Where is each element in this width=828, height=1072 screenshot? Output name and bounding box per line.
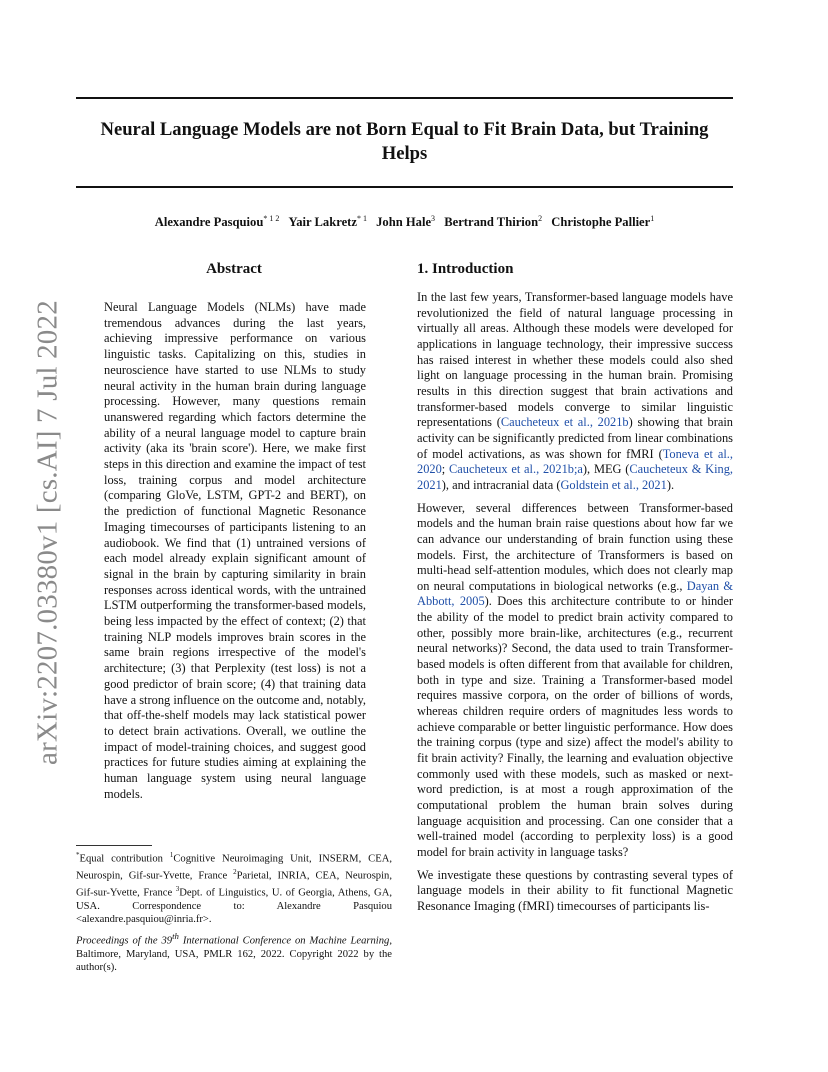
title-top-rule	[76, 97, 733, 99]
author: Bertrand Thirion$^2$	[444, 214, 543, 230]
arxiv-stamp[interactable]: arXiv:2207.03380v1 [cs.AI] 7 Jul 2022	[31, 300, 64, 765]
citation-link[interactable]: Goldstein et al., 2021	[560, 477, 667, 492]
intro-paragraph-2: However, several differences between Transformer-based models and the human brain raise questions about how far we can advance our understanding of brain function using these models. First, the architecture of Transformers is based on multi-head self-attention modules, which does not clearly map on neural computations in biological networks (e.g., Dayan & Abbott, 2005). Does this architecture contribute to or hinder the ability of the model to predict brain activity compared to other, possibly more brain-like, architectures (e.g., recurrent neural networks)? Second, the data used to train Transformer-based models is often different from that available for children, both in type and size. Training a Transformer-based model requires massive corpora, on the order of billions of words, whereas children require orders of magnitudes less words to achieve comparable or better linguistic performance. How does the training corpus (type and size) affect the model's ability to fit brain activity? Finally, the learning and evaluation objective commonly used with these models, such as masked or next-word prediction, is at most a rough approximation of the computational problem the human brain solves during language acquisition and processing. Can one consider that a well-trained model (according to perplexity loss) is a good model for brain activity in language tasks?	[417, 500, 733, 859]
author: Alexandre Pasquiou$^{* 1 2}$	[154, 214, 280, 230]
author: Christophe Pallier$^1$	[551, 214, 655, 230]
footnote-rule	[76, 845, 152, 846]
author: John Hale$^3$	[376, 214, 436, 230]
author-list	[76, 214, 733, 230]
abstract-heading: Abstract	[206, 261, 262, 277]
introduction-body	[417, 290, 733, 922]
proceedings-note: Proceedings of the 39th International Conference on Machine Learning, Baltimore, Maryland, USA, PMLR 162, 2022. Copyright 2022 by the author(s).	[76, 931, 392, 974]
introduction-heading: 1. Introduction	[417, 261, 514, 277]
abstract-body: Neural Language Models (NLMs) have made tremendous advances during the last years, achieving impressive performance on various linguistic tasks. Capitalizing on this, studies in neuroscience have started to use NLMs to study neural activity in the human brain during language processing. However, many questions remain unanswered regarding which factors determine the ability of a neural language model to capture brain activity (aka its 'brain score'). Here, we make first steps in this direction and examine the impact of test loss, training corpus and model architecture (comparing GloVe, LSTM, GPT-2 and BERT), on the prediction of functional Magnetic Resonance Imaging timecourses of participants listening to an audiobook. We find that (1) untrained versions of each model already explain significant amount of signal in the brain by capturing similarity in brain responses across identical words, with the untrained LSTM outperforming the transformer-based models, being less impacted by the effect of context; (2) that training NLP models improves brain scores in the same brain regions irrespective of the model's architecture; (3) that Perplexity (test loss) is not a good predictor of brain score; (4) that training data have a strong influence on the outcome and, notably, that off-the-shelf models may lack statistical power to detect brain activations. Overall, we outline the impact of model-training choices, and suggest good practices for future studies aiming at explaining the human language system using neural language models.	[104, 300, 366, 801]
paper-title: Neural Language Models are not Born Equal to Fit Brain Data, but Training Helps	[100, 119, 709, 164]
intro-paragraph-1: In the last few years, Transformer-based language models have revolutionized the field of natural language processing in virtually all areas. Although these models were developed for applications in language technology, their impressive success has raised interest in whether these models could also shed light on language processing in the human brain. Promising results in this direction suggest that brain activations and transformer-based models converge to similar linguistic representations (Caucheteux et al., 2021b) showing that brain activity can be significantly predicted from linear combinations of model activations, as was shown for fMRI (Toneva et al., 2020; Caucheteux et al., 2021b;a), MEG (Caucheteux & King, 2021), and intracranial data (Goldstein et al., 2021).	[417, 290, 734, 492]
author: Yair Lakretz$^{* 1}$	[288, 214, 367, 230]
affiliation-footnote: *Equal contribution $^1$Cognitive Neuroimaging Unit, INSERM, CEA, Neurospin, Gif-sur-Yvette, France $^2$Parietal, INRIA, CEA, Neurospin, Gif-sur-Yvette, France $^3$Dept. of Linguistics, U. of Georgia, Athens, GA, USA. Correspondence to: Alexandre Pasquiou <alexandre.pasquiou@inria.fr>.	[76, 851, 392, 926]
title-bottom-rule	[76, 186, 733, 188]
citation-link[interactable]: Dayan & Abbott, 2005	[417, 578, 733, 609]
citation-link[interactable]: Caucheteux & King, 2021	[417, 462, 734, 492]
citation-link[interactable]: Toneva et al., 2020	[417, 446, 733, 477]
intro-paragraph-3: We investigate these questions by contrasting several types of language models in their ability to fit functional Magnetic Resonance Imaging (fMRI) timecourses of participants lis-	[417, 867, 733, 913]
citation-link[interactable]: Caucheteux et al., 2021b;a	[449, 462, 583, 477]
citation-link[interactable]: Caucheteux et al., 2021b	[500, 415, 629, 430]
